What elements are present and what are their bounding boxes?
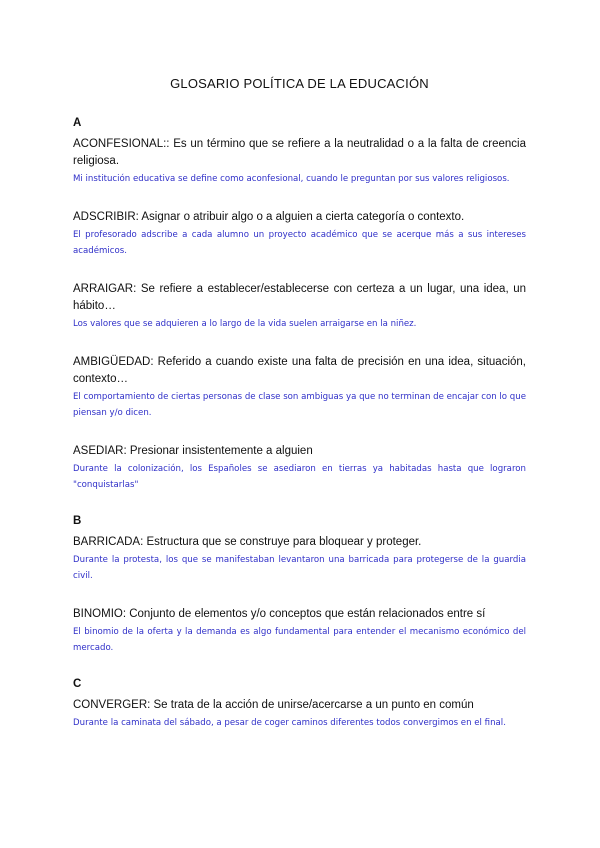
term-example: Durante la caminata del sábado, a pesar de coger caminos diferentes todos convergimos en el final. [73,718,506,728]
glossary-entry [73,209,526,259]
term-definition: ASEDIAR: Presionar insistentemente a alguien [73,445,313,457]
glossary-entry [73,354,526,421]
term-example: El binomio de la oferta y la demanda es algo fundamental para entender el mecanismo económico del mercado. [73,627,526,653]
term-definition: CONVERGER: Se trata de la acción de unirse/acercarse a un punto en común [73,699,474,711]
term-definition: BINOMIO: Conjunto de elementos y/o conceptos que están relacionados entre sí [73,608,486,620]
term-example: Durante la protesta, los que se manifestaban levantaron una barricada para protegerse de la guardia civil. [73,555,526,581]
section-a [73,117,526,493]
term-example: El comportamiento de ciertas personas de clase son ambiguas ya que no terminan de encajar con lo que piensan y/o dicen. [73,392,526,418]
term-example: El profesorado adscribe a cada alumno un proyecto académico que se acerque más a sus intereses académicos. [73,230,526,256]
glossary-entry [73,136,526,187]
section-letter: A [73,117,82,129]
glossary-entry [73,697,526,731]
term-definition: ADSCRIBIR: Asignar o atribuir algo o a alguien a cierta categoría o contexto. [73,211,465,223]
section-letter: B [73,515,82,527]
glossary-entry [73,443,526,493]
section-b [73,515,526,656]
term-definition: ARRAIGAR: Se refiere a establecer/establecerse con certeza a un lugar, una idea, un hábito… [73,283,526,312]
glossary-entry [73,534,526,584]
term-example: Mi institución educativa se define como aconfesional, cuando le preguntan por sus valores religiosos. [73,174,510,184]
section-c [73,678,526,731]
term-definition: ACONFESIONAL:: Es un término que se refiere a la neutralidad o a la falta de creencia religiosa. [73,138,526,167]
term-definition: BARRICADA: Estructura que se construye para bloquear y proteger. [73,536,422,548]
glossary-entry [73,281,526,332]
term-example: Durante la colonización, los Españoles se asediaron en tierras ya habitadas hasta que lograron "conquistarlas" [73,464,526,490]
section-letter: C [73,678,82,690]
term-example: Los valores que se adquieren a lo largo de la vida suelen arraigarse en la niñez. [73,319,417,329]
glossary-entry [73,606,526,656]
document-title: GLOSARIO POLÍTICA DE LA EDUCACIÓN [170,76,429,91]
term-definition: AMBIGÜEDAD: Referido a cuando existe una falta de precisión en una idea, situación, contexto… [73,356,526,385]
